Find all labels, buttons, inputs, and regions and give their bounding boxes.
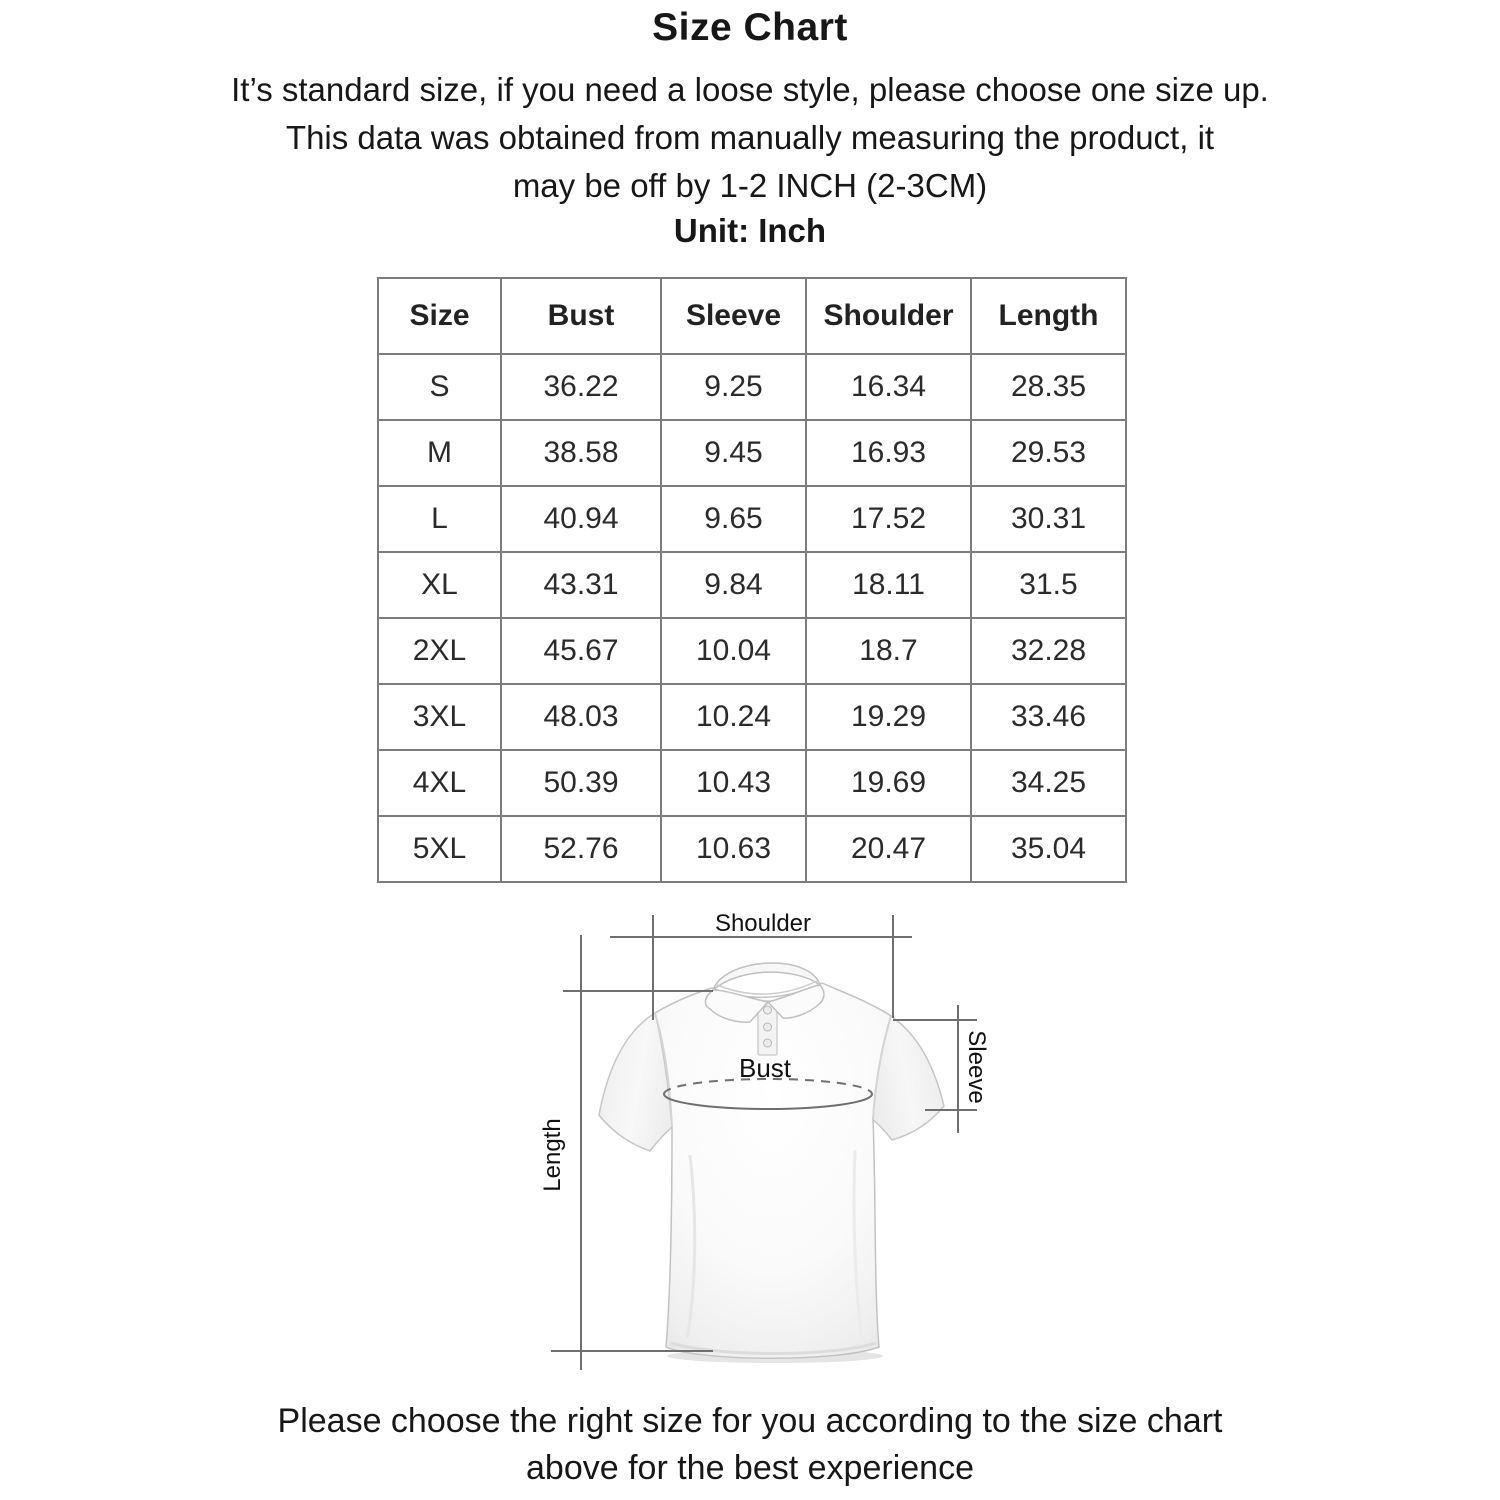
measurement-cell: 45.67 <box>501 618 661 684</box>
table-row <box>378 486 1126 552</box>
measurement-cell: 52.76 <box>501 816 661 882</box>
table-row <box>378 420 1126 486</box>
size-cell: M <box>378 420 501 486</box>
size-cell: 3XL <box>378 684 501 750</box>
shoulder-label: Shoulder <box>714 910 812 937</box>
measurement-cell: 9.25 <box>661 354 806 420</box>
header-cell-bust: Bust <box>501 278 661 354</box>
table-row <box>378 684 1126 750</box>
measurement-cell: 50.39 <box>501 750 661 816</box>
measurement-cell: 48.03 <box>501 684 661 750</box>
bust-label: Bust <box>738 1053 792 1083</box>
measurement-cell: 9.84 <box>661 552 806 618</box>
size-table-body <box>378 354 1126 882</box>
size-cell: 5XL <box>378 816 501 882</box>
measurement-cell: 32.28 <box>971 618 1126 684</box>
measurement-cell: 29.53 <box>971 420 1126 486</box>
length-label: Length <box>539 1118 566 1192</box>
footer-note-line-1: Please choose the right size for you according to the size chart <box>277 1402 1223 1440</box>
table-row <box>378 354 1126 420</box>
measurement-cell: 18.11 <box>806 552 971 618</box>
measurement-cell: 18.7 <box>806 618 971 684</box>
size-table <box>377 277 1127 883</box>
header-cell-sleeve: Sleeve <box>661 278 806 354</box>
header-cell-shoulder: Shoulder <box>806 278 971 354</box>
measurement-cell: 16.34 <box>806 354 971 420</box>
measurement-cell: 10.24 <box>661 684 806 750</box>
measurement-cell: 9.65 <box>661 486 806 552</box>
measurement-cell: 33.46 <box>971 684 1126 750</box>
size-cell: 2XL <box>378 618 501 684</box>
size-cell: 4XL <box>378 750 501 816</box>
measurement-cell: 28.35 <box>971 354 1126 420</box>
table-header-row <box>378 278 1126 354</box>
measurement-cell: 31.5 <box>971 552 1126 618</box>
measurement-cell: 38.58 <box>501 420 661 486</box>
size-cell: L <box>378 486 501 552</box>
polo-shirt-measurement-diagram <box>520 895 1020 1395</box>
table-row <box>378 618 1126 684</box>
measurement-cell: 40.94 <box>501 486 661 552</box>
header-cell-size: Size <box>378 278 501 354</box>
measurement-cell: 10.43 <box>661 750 806 816</box>
shirt-button-3 <box>764 1039 772 1047</box>
size-note-line-2: This data was obtained from manually measuring the product, it <box>285 119 1215 156</box>
measurement-cell: 34.25 <box>971 750 1126 816</box>
measurement-cell: 19.29 <box>806 684 971 750</box>
measurement-cell: 19.69 <box>806 750 971 816</box>
measurement-cell: 35.04 <box>971 816 1126 882</box>
unit-label: Unit: Inch <box>673 212 827 249</box>
shirt-button-1 <box>764 1006 772 1014</box>
measurement-cell: 43.31 <box>501 552 661 618</box>
measurement-cell: 20.47 <box>806 816 971 882</box>
table-row <box>378 750 1126 816</box>
measurement-cell: 17.52 <box>806 486 971 552</box>
measurement-cell: 30.31 <box>971 486 1126 552</box>
size-note-line-3: may be off by 1-2 INCH (2-3CM) <box>512 167 988 204</box>
measurement-cell: 9.45 <box>661 420 806 486</box>
header-cell-length: Length <box>971 278 1126 354</box>
measurement-cell: 16.93 <box>806 420 971 486</box>
measurement-cell: 10.63 <box>661 816 806 882</box>
shirt-button-2 <box>764 1023 772 1031</box>
size-cell: XL <box>378 552 501 618</box>
size-note-line-1: It’s standard size, if you need a loose style, please choose one size up. <box>231 71 1269 108</box>
measurement-cell: 10.04 <box>661 618 806 684</box>
size-cell: S <box>378 354 501 420</box>
page-title: Size Chart <box>652 6 848 49</box>
measurement-cell: 36.22 <box>501 354 661 420</box>
table-row <box>378 816 1126 882</box>
sleeve-label: Sleeve <box>963 1030 990 1104</box>
footer-note <box>0 1398 1500 1492</box>
size-note <box>0 66 1500 210</box>
table-row <box>378 552 1126 618</box>
footer-note-line-2: above for the best experience <box>526 1449 974 1487</box>
